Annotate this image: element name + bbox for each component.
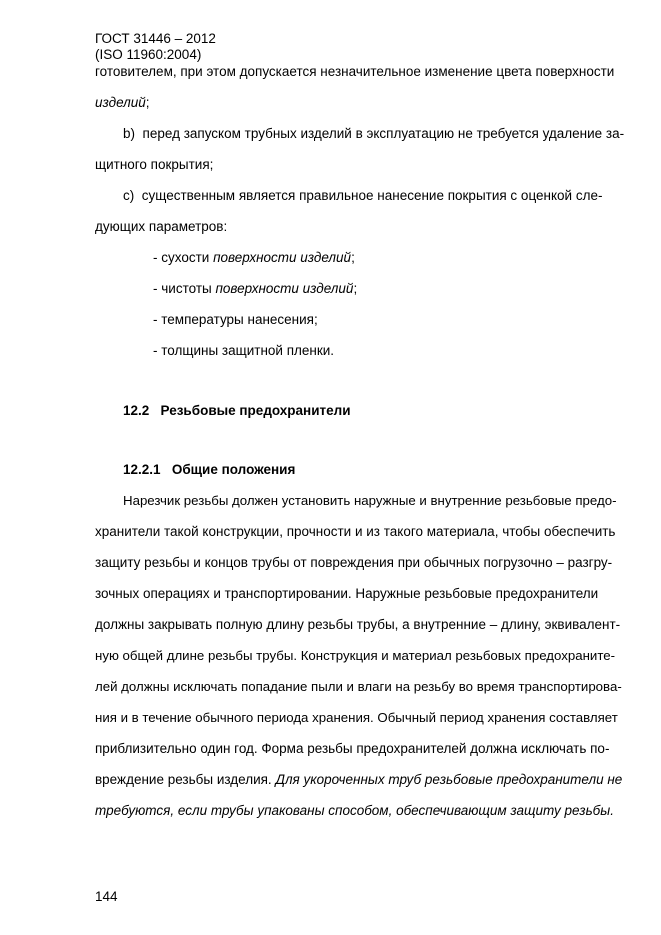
param-item	[153, 343, 334, 359]
item-c-marker: c)	[123, 188, 135, 203]
param-italic: поверхности изделий	[215, 281, 354, 296]
item-b-line2: щитного покрытия;	[95, 157, 214, 172]
page-number: 144	[95, 889, 118, 904]
main-paragraph-line: хранители такой конструкции, прочности и из такого материала, чтобы обеспечить	[95, 524, 616, 539]
iso-reference: (ISO 11960:2004)	[95, 47, 202, 62]
p1-italic-term: изделий	[95, 95, 146, 110]
main-paragraph-line: ную общей длине резьбы трубы. Конструкция и материал резьбовых предохраните-	[95, 648, 616, 663]
section-number: 12.2.1	[123, 462, 161, 477]
main-paragraph-line	[95, 772, 622, 788]
p1-line1: готовителем, при этом допускается незначительное изменение цвета поверхности	[95, 64, 615, 79]
param-prefix: - температуры нанесения;	[153, 312, 318, 327]
param-prefix: - чистоты	[153, 281, 216, 296]
italic-note-continuation: требуются, если трубы упакованы способом, обеспечивающим защиту резьбы.	[95, 803, 614, 818]
main-paragraph-line: должны закрывать полную длину резьбы трубы, а внутренние – длину, эквивалент-	[95, 617, 621, 632]
param-item	[153, 312, 318, 328]
main-paragraph-line: зочных операциях и транспортировании. Наружные резьбовые предохранители	[95, 586, 599, 601]
p1-line2	[95, 95, 150, 111]
item-c-line2: дующих параметров:	[95, 219, 228, 234]
item-c-text: существенным является правильное нанесение покрытия с оценкой сле-	[141, 188, 603, 203]
param-suffix: ;	[353, 281, 358, 296]
italic-note: Для укороченных труб резьбовые предохранители не	[275, 772, 623, 787]
main-paragraph-line: защиту резьбы и концов трубы от повреждения при обычных погрузочно – разгру-	[95, 555, 613, 570]
section-number: 12.2	[123, 403, 150, 418]
plain-text: вреждение резьбы изделия.	[95, 772, 276, 787]
standard-code: ГОСТ 31446 – 2012	[95, 31, 216, 46]
param-italic: поверхности изделий	[213, 250, 352, 265]
param-prefix: - толщины защитной пленки.	[153, 343, 335, 358]
main-paragraph-line: лей должны исключать попадание пыли и влаги на резьбу во время транспортирова-	[95, 679, 622, 694]
main-paragraph-line: приблизительно один год. Форма резьбы предохранителей должна исключать по-	[95, 741, 610, 756]
param-item	[153, 281, 357, 297]
item-b-text: перед запуском трубных изделий в эксплуатацию не требуется удаление за-	[142, 126, 625, 141]
item-c-line1	[123, 188, 602, 204]
p1-tail: ;	[145, 95, 150, 110]
section-heading-12-2	[123, 403, 351, 419]
main-paragraph-line: Нарезчик резьбы должен установить наружные и внутренние резьбовые предо-	[123, 493, 617, 508]
section-heading-12-2-1	[123, 462, 295, 478]
item-b-line1	[123, 126, 624, 142]
main-paragraph-line: ния и в течение обычного периода хранения. Обычный период хранения составляет	[95, 710, 618, 725]
param-suffix: ;	[351, 250, 355, 265]
section-title: Общие положения	[171, 462, 296, 477]
param-prefix: - сухости	[153, 250, 214, 265]
section-title: Резьбовые предохранители	[160, 403, 351, 418]
param-item	[153, 250, 355, 266]
item-b-marker: b)	[123, 126, 136, 141]
